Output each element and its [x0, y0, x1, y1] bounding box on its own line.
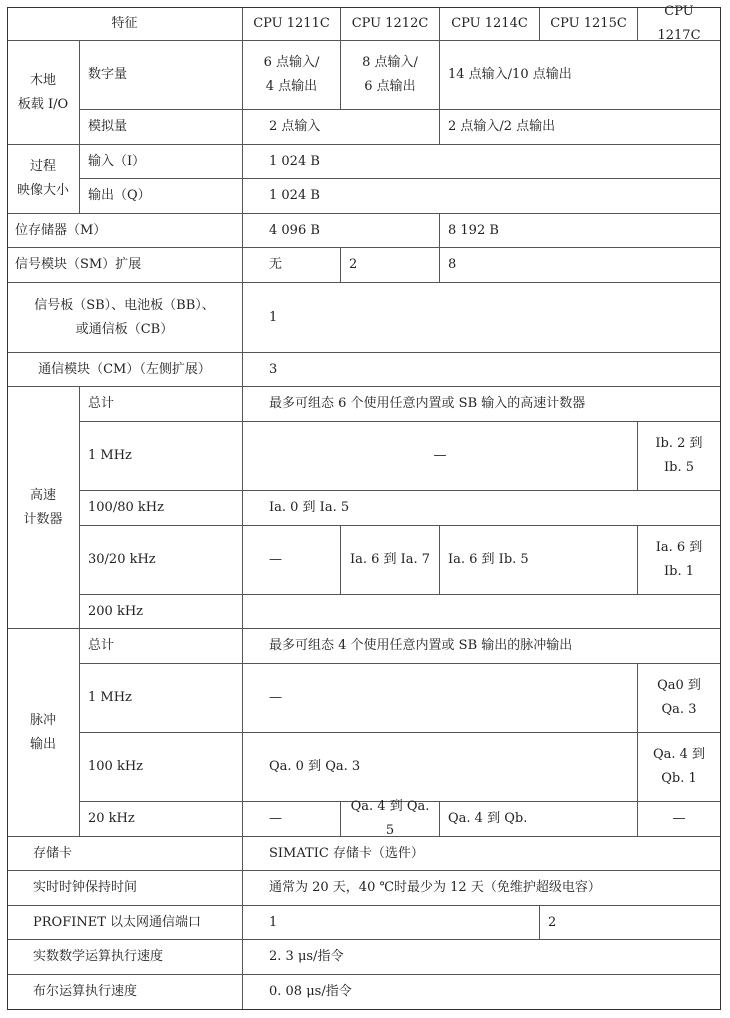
- memory-card-label-text: 存储卡: [33, 845, 73, 861]
- digital-label-text: 数字量: [88, 67, 128, 82]
- hsc-group: [7, 387, 80, 629]
- boards-label-text: 信号板（SB）、电池板（BB）、 或通信板（CB）: [34, 297, 215, 337]
- header-cpu-1215c-text: CPU 1215C: [550, 15, 627, 31]
- pto-100k-value-text: Qa. 0 到 Qa. 3: [269, 759, 361, 774]
- hsc-1mhz-label-text: 1 MHz: [88, 448, 132, 463]
- memory-card-value: [243, 837, 721, 871]
- header-cpu-1217c-text: CPU 1217C: [657, 3, 701, 43]
- pto-total-label-text: 总计: [88, 638, 115, 653]
- hsc-1mhz-1217-text: Ib. 2 到 Ib. 5: [655, 436, 703, 475]
- hsc-group-text: 高速 计数器: [23, 487, 63, 527]
- pto-1mhz-1217: [638, 664, 721, 733]
- boards-label: [7, 283, 243, 353]
- hsc-30k-1214: [440, 526, 638, 595]
- pto-20k-1211-text: —: [269, 811, 282, 826]
- pto-1mhz-1217-text: Qa0 到 Qa. 3: [657, 678, 701, 717]
- pi-input-value: [243, 145, 721, 179]
- pto-100k-label: [80, 733, 243, 802]
- process-image-group-text: 过程 映像大小: [16, 159, 69, 198]
- rtc-label: [7, 871, 243, 906]
- cm-value-text: 3: [269, 361, 278, 377]
- header-feature-text: 特征: [111, 15, 138, 31]
- hsc-total-value: [243, 387, 721, 422]
- pi-output-label: [80, 179, 243, 214]
- pto-20k-1217-text: —: [672, 811, 686, 826]
- pto-1mhz-label: [80, 664, 243, 733]
- sm-rest: [440, 248, 721, 283]
- profinet-v1-text: 1: [269, 914, 278, 930]
- digital-rest-text: 14 点输入/10 点输出: [448, 67, 572, 82]
- pto-1mhz-value: [243, 664, 638, 733]
- boards-value: [243, 283, 721, 353]
- boolean-label: [7, 975, 243, 1010]
- hsc-1mhz-value: [243, 422, 638, 491]
- sm-1212: [341, 248, 440, 283]
- digital-1212-text: 8 点输入/ 6 点输出: [362, 55, 418, 94]
- bit-memory-v2-text: 8 192 B: [448, 222, 499, 238]
- real-math-value-text: 2. 3 μs/指令: [269, 949, 344, 964]
- pto-total-value: [243, 629, 721, 664]
- pto-20k-1217: [638, 802, 721, 837]
- hsc-total-label: [80, 387, 243, 422]
- bit-memory-v2: [440, 214, 721, 248]
- profinet-v2: [540, 906, 721, 940]
- pto-20k-1212-text: Qa. 4 到 Qa. 5: [350, 799, 430, 838]
- bit-memory-label-text: 位存储器（M）: [15, 222, 107, 238]
- hsc-total-value-text: 最多可组态 6 个使用任意内置或 SB 输入的高速计数器: [269, 396, 586, 411]
- hsc-100k-label-text: 100/80 kHz: [88, 500, 164, 515]
- digital-1211: [243, 41, 341, 110]
- profinet-v1: [243, 906, 540, 940]
- pto-1mhz-value-text: —: [269, 690, 282, 705]
- hsc-30k-label: [80, 526, 243, 595]
- header-cpu-1215c: [540, 7, 638, 41]
- pto-100k-value: [243, 733, 638, 802]
- bit-memory-v1-text: 4 096 B: [269, 222, 320, 238]
- rtc-value-text: 通常为 20 天，40 ℃时最少为 12 天（免维护超级电容）: [269, 880, 601, 895]
- real-math-value: [243, 940, 721, 975]
- pto-group-text: 脉冲 输出: [29, 712, 56, 752]
- sm-label-text: 信号模块（SM）扩展: [15, 257, 142, 272]
- header-feature: [7, 7, 243, 41]
- sm-rest-text: 8: [448, 257, 457, 272]
- sm-1212-text: 2: [349, 257, 358, 272]
- profinet-label-text: PROFINET 以太网通信端口: [33, 914, 202, 930]
- hsc-1mhz-value-text: —: [433, 448, 447, 463]
- pto-total-label: [80, 629, 243, 664]
- analog-rest: [440, 110, 721, 145]
- analog-rest-text: 2 点输入/2 点输出: [448, 119, 556, 134]
- pi-output-value-text: 1 024 B: [269, 188, 320, 203]
- cm-value: [243, 353, 721, 387]
- hsc-1mhz-label: [80, 422, 243, 491]
- header-cpu-1214c-text: CPU 1214C: [451, 15, 528, 31]
- analog-label-text: 模拟量: [88, 119, 128, 134]
- header-cpu-1217c: [638, 3, 721, 43]
- boolean-value-text: 0. 08 μs/指令: [269, 984, 352, 999]
- hsc-200k-label: [80, 595, 243, 629]
- rtc-label-text: 实时时钟保持时间: [33, 880, 138, 895]
- pto-20k-label: [80, 802, 243, 837]
- real-math-label: [7, 940, 243, 975]
- analog-1211-1212: [243, 110, 440, 145]
- hsc-200k-label-text: 200 kHz: [88, 603, 144, 619]
- pto-1mhz-label-text: 1 MHz: [88, 690, 132, 705]
- digital-rest: [440, 41, 721, 110]
- hsc-100k-label: [80, 491, 243, 526]
- real-math-label-text: 实数数学运算执行速度: [33, 949, 164, 964]
- cm-label-text: 通信模块（CM）（左侧扩展）: [38, 361, 211, 377]
- hsc-100k-value: [243, 491, 721, 526]
- hsc-30k-1212-text: Ia. 6 到 Ia. 7: [349, 552, 431, 567]
- memory-card-value-text: SIMATIC 存储卡（选件）: [269, 845, 424, 861]
- sm-1211-text: 无: [269, 257, 283, 272]
- header-cpu-1212c-text: CPU 1212C: [351, 15, 429, 31]
- hsc-total-label-text: 总计: [88, 396, 115, 411]
- pto-total-value-text: 最多可组态 4 个使用任意内置或 SB 输出的脉冲输出: [269, 638, 573, 653]
- pto-group: [7, 629, 80, 837]
- analog-label: [80, 110, 243, 145]
- hsc-100k-value-text: Ia. 0 到 Ia. 5: [269, 500, 350, 515]
- pto-100k-1217: [638, 733, 721, 802]
- hsc-30k-1211: [243, 526, 341, 595]
- digital-label: [80, 41, 243, 110]
- pto-20k-1211: [243, 802, 341, 837]
- hsc-30k-1211-text: —: [269, 552, 282, 567]
- hsc-30k-1214-text: Ia. 6 到 Ib. 5: [448, 552, 529, 567]
- sm-label: [7, 248, 243, 283]
- boolean-value: [243, 975, 721, 1010]
- header-cpu-1212c: [341, 7, 440, 41]
- digital-1211-text: 6 点输入/ 4 点输出: [263, 55, 320, 94]
- header-cpu-1211c-text: CPU 1211C: [253, 15, 330, 31]
- rtc-value: [243, 871, 721, 906]
- hsc-30k-1212: [341, 526, 440, 595]
- pi-input-label: [80, 145, 243, 179]
- pi-output-label-text: 输出（Q）: [88, 188, 151, 203]
- onboard-io-group-text: 木地 板载 I/O: [17, 72, 69, 112]
- hsc-30k-1217: [638, 526, 721, 595]
- bit-memory-label: [7, 214, 243, 248]
- digital-1212: [341, 41, 440, 110]
- hsc-30k-1217-text: Ia. 6 到 Ib. 1: [655, 540, 703, 579]
- header-cpu-1211c: [243, 7, 341, 41]
- pto-20k-1214: [440, 802, 638, 837]
- bit-memory-v1: [243, 214, 440, 248]
- boolean-label-text: 布尔运算执行速度: [33, 984, 138, 999]
- process-image-group: [7, 145, 80, 214]
- onboard-io-group: [7, 41, 80, 145]
- pi-input-value-text: 1 024 B: [269, 153, 320, 169]
- hsc-200k-value: [243, 595, 721, 629]
- pi-output-value: [243, 179, 721, 214]
- sm-1211: [243, 248, 341, 283]
- memory-card-label: [7, 837, 243, 871]
- hsc-30k-label-text: 30/20 kHz: [88, 552, 156, 567]
- pi-input-label-text: 输入（I）: [88, 153, 146, 169]
- cm-label: [7, 353, 243, 387]
- pto-100k-label-text: 100 kHz: [88, 759, 144, 774]
- pto-20k-label-text: 20 kHz: [88, 811, 135, 826]
- boards-value-text: 1: [269, 309, 278, 325]
- pto-20k-1212: [341, 799, 440, 838]
- analog-1211-1212-text: 2 点输入: [269, 119, 321, 134]
- profinet-v2-text: 2: [548, 914, 557, 930]
- pto-100k-1217-text: Qa. 4 到 Qb. 1: [652, 747, 706, 786]
- hsc-1mhz-1217: [638, 422, 721, 491]
- header-cpu-1214c: [440, 7, 540, 41]
- pto-20k-1214-text: Qa. 4 到 Qb.: [448, 811, 528, 826]
- profinet-label: [7, 906, 243, 940]
